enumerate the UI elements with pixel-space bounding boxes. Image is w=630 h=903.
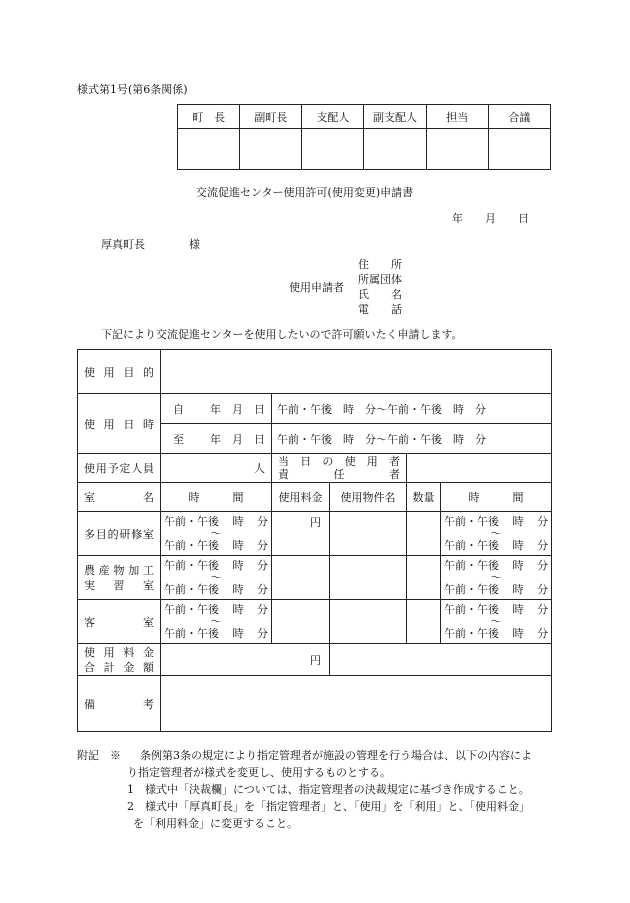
approval-box[interactable] — [178, 129, 240, 170]
applicant-name-label: 氏 名 — [358, 288, 402, 301]
ampm-text: 午前・午後 — [164, 558, 219, 572]
hour-text: 時 — [232, 538, 244, 552]
minute-text: 分 — [257, 582, 268, 596]
ampm-text: 午前・午後 — [444, 514, 499, 528]
approval-header-deputy-mayor: 副町長 — [240, 105, 302, 129]
room-fee-field[interactable] — [272, 600, 330, 644]
item-field[interactable] — [330, 512, 407, 556]
table-row — [78, 512, 552, 556]
approval-header-deputy-manager: 副支配人 — [364, 105, 426, 129]
approval-box[interactable] — [364, 129, 426, 170]
qty-header: 数量 — [407, 483, 441, 512]
time-line — [161, 583, 271, 597]
manager-label-line1: 当日の使用者 — [278, 455, 400, 468]
notes-line1: 条例第3条の規定により指定管理者が施設の管理を行う場合は、以下の内容によ — [140, 749, 532, 762]
approval-box[interactable] — [488, 129, 550, 170]
purpose-field[interactable] — [161, 350, 552, 394]
manager-label-line2: 責 任 者 — [278, 468, 400, 481]
ampm-text: 午前・午後 — [164, 626, 219, 640]
from-label: 自 — [173, 402, 184, 416]
notes-item2: 2 様式中「厚真町長」を「指定管理者」と、「使用」を「利用」と、「使用料金」 — [127, 800, 530, 813]
dates-label: 使用日時 — [78, 394, 161, 454]
hour-text: 時 — [512, 514, 524, 528]
from-ymd: 年 月 日 — [210, 402, 265, 416]
table-row — [78, 600, 552, 644]
room-name-processing — [78, 556, 161, 600]
ampm-text: 午前・午後 — [444, 582, 499, 596]
approval-box[interactable] — [240, 129, 302, 170]
to-time-range[interactable]: 午前・午後 時 分～午前・午後 時 分 — [272, 424, 552, 454]
item-field[interactable] — [330, 600, 407, 644]
room-time-start-end[interactable] — [161, 512, 272, 556]
total-fee-field[interactable] — [161, 644, 330, 676]
hour-text: 時 — [232, 582, 244, 596]
room-time-start-end[interactable] — [161, 600, 272, 644]
yen-unit: 円 — [310, 653, 321, 667]
minute-text: 分 — [537, 538, 549, 552]
ampm-text: 午前・午後 — [444, 538, 499, 552]
time-header-2: 時 間 — [441, 483, 552, 512]
addressee: 厚真町長 様 — [101, 238, 200, 251]
notes-prefix: 附記 ※ — [77, 749, 121, 762]
ampm-text: 午前・午後 — [164, 602, 219, 616]
total-label-line2: 合計金額 — [84, 660, 154, 674]
minute-text: 分 — [537, 626, 549, 640]
applicant-label: 使用申請者 — [289, 281, 344, 294]
item-header: 使用物件名 — [330, 483, 407, 512]
time-header: 時 間 — [161, 483, 272, 512]
item-time-start-end[interactable] — [441, 600, 552, 644]
room-name-multipurpose: 多目的研修室 — [78, 512, 161, 556]
ampm-text: 午前・午後 — [444, 626, 499, 640]
applicant-fields — [358, 257, 402, 317]
room-header: 室 名 — [78, 483, 161, 512]
manager-field[interactable] — [407, 454, 552, 483]
approval-box[interactable] — [302, 129, 364, 170]
tilde-text: ～ — [490, 614, 502, 628]
minute-text: 分 — [537, 582, 549, 596]
from-time-range[interactable]: 午前・午後 時 分～午前・午後 時 分 — [272, 394, 552, 424]
hour-text: 時 — [232, 626, 244, 640]
item-time-start-end[interactable] — [441, 556, 552, 600]
remarks-field[interactable] — [161, 676, 552, 732]
notes-item2-cont: を「利用料金」に変更すること。 — [133, 817, 298, 830]
minute-text: 分 — [257, 538, 268, 552]
people-unit: 人 — [254, 462, 265, 475]
hour-text: 時 — [512, 582, 524, 596]
yen-unit: 円 — [310, 516, 321, 529]
hour-text: 時 — [512, 626, 524, 640]
hour-text: 時 — [232, 514, 244, 528]
tilde-text: ～ — [490, 526, 502, 540]
ampm-text: 午前・午後 — [164, 582, 219, 596]
total-blank — [330, 644, 552, 676]
minute-text: 分 — [257, 626, 268, 640]
remarks-label: 備 考 — [78, 676, 161, 732]
time-line — [441, 539, 551, 553]
qty-field[interactable] — [407, 600, 441, 644]
tilde-text: ～ — [210, 614, 222, 628]
room-name-line2: 実習室 — [84, 578, 154, 592]
people-field[interactable] — [161, 454, 272, 483]
approval-stamp-table — [177, 104, 551, 170]
total-label — [78, 644, 161, 676]
room-time-start-end[interactable] — [161, 556, 272, 600]
tilde-text: ～ — [210, 526, 222, 540]
form-number: 様式第1号(第6条関係) — [77, 83, 188, 96]
to-ymd: 年 月 日 — [210, 432, 265, 446]
manager-label — [272, 454, 407, 483]
hour-text: 時 — [512, 558, 524, 572]
minute-text: 分 — [257, 514, 268, 528]
total-label-line1: 使用料金 — [84, 645, 154, 659]
approval-header-consultation: 合議 — [488, 105, 550, 129]
approval-header-staff: 担当 — [426, 105, 488, 129]
to-date-cell[interactable] — [161, 424, 272, 454]
applicant-phone-label: 電 話 — [358, 303, 402, 316]
to-label: 至 — [173, 432, 184, 446]
qty-field[interactable] — [407, 512, 441, 556]
applicant-address-label: 住 所 — [358, 258, 402, 271]
room-fee-field[interactable] — [272, 556, 330, 600]
intro-text: 下記により交流促進センターを使用したいので許可願いたく申請します。 — [101, 328, 463, 341]
hour-text: 時 — [512, 602, 524, 616]
minute-text: 分 — [257, 558, 268, 572]
hour-text: 時 — [232, 602, 244, 616]
date-line: 年 月 日 — [452, 212, 529, 225]
document-title: 交流促進センター使用許可(使用変更)申請書 — [196, 186, 414, 199]
approval-header-manager: 支配人 — [302, 105, 364, 129]
time-line — [161, 539, 271, 553]
ampm-text: 午前・午後 — [444, 558, 499, 572]
item-field[interactable] — [330, 556, 407, 600]
tilde-text: ～ — [490, 570, 502, 584]
hour-text: 時 — [512, 538, 524, 552]
purpose-label: 使用目的 — [78, 350, 161, 394]
application-table — [77, 349, 552, 732]
people-label: 使用予定人員 — [78, 454, 161, 483]
fee-header: 使用料金 — [272, 483, 330, 512]
ampm-text: 午前・午後 — [164, 514, 219, 528]
item-time-start-end[interactable] — [441, 512, 552, 556]
notes-item1: 1 様式中「決裁欄」については、指定管理者の決裁規定に基づき作成すること。 — [127, 783, 530, 796]
time-line — [161, 627, 271, 641]
approval-box[interactable] — [426, 129, 488, 170]
ampm-text: 午前・午後 — [164, 538, 219, 552]
tilde-text: ～ — [210, 570, 222, 584]
qty-field[interactable] — [407, 556, 441, 600]
room-name-guest: 客 室 — [78, 600, 161, 644]
minute-text: 分 — [537, 514, 549, 528]
approval-header-mayor: 町 長 — [178, 105, 240, 129]
table-row — [78, 556, 552, 600]
time-line — [441, 627, 551, 641]
minute-text: 分 — [537, 602, 549, 616]
applicant-organization-label: 所属団体 — [358, 273, 402, 286]
time-line — [441, 583, 551, 597]
from-date-cell[interactable] — [161, 394, 272, 424]
hour-text: 時 — [232, 558, 244, 572]
room-fee-field[interactable] — [272, 512, 330, 556]
minute-text: 分 — [257, 602, 268, 616]
notes-line2: り指定管理者が様式を変更し、使用するものとする。 — [127, 766, 391, 779]
room-name-line1: 農産物加工 — [84, 563, 154, 577]
minute-text: 分 — [537, 558, 549, 572]
ampm-text: 午前・午後 — [444, 602, 499, 616]
